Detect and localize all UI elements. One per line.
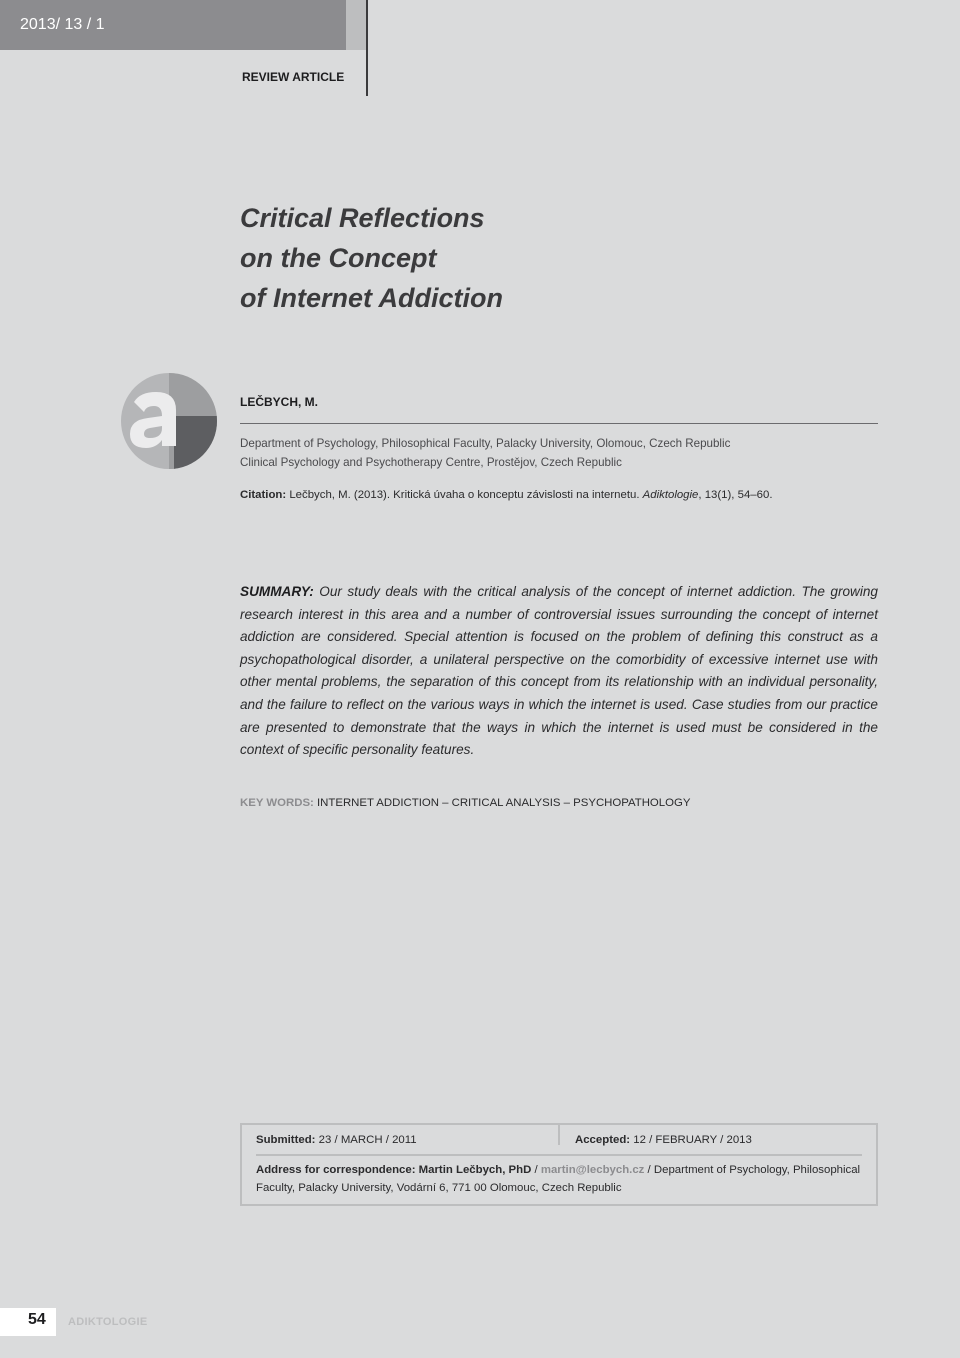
citation-journal: Adiktologie — [642, 489, 699, 501]
citation-volume: , 13(1), 54–60. — [698, 489, 773, 501]
citation-text: Lečbych, M. (2013). Kritická úvaha o konceptu závislosti na internetu. — [286, 489, 643, 501]
keywords-label: KEY WORDS: — [240, 797, 314, 809]
summary-text: Our study deals with the critical analysis of the concept of internet addiction. The growing research interest in this area and a number of controversial issues surrounding the concept of internet addiction are considered. Special attention is focused on the problem of defining this construct as a psychopathological disorder, a unilateral perspective on the comorbidity of excessive internet use with other mental problems, the separation of this concept from its relationship with an individual personality, and the failure to reflect on the various ways in which the internet is used. Case studies from our practice are presented to demonstrate that the ways in which the internet is used must be considered in the context of specific personality features. — [240, 584, 878, 758]
article-type: REVIEW ARTICLE — [242, 70, 345, 84]
submission-info-box — [240, 1123, 878, 1206]
submitted-label: Submitted: — [256, 1134, 316, 1146]
title-line: Critical Reflections — [240, 203, 485, 233]
address-name: Martin Lečbych, PhD — [415, 1164, 532, 1176]
address-email-link[interactable]: martin@lecbych.cz — [540, 1164, 645, 1176]
issue-bar — [0, 0, 346, 50]
address-separator: / — [531, 1164, 541, 1176]
keywords — [240, 797, 690, 809]
accepted-value: 12 / FEBRUARY / 2013 — [630, 1134, 752, 1146]
issue-label: 2013/ 13 / 1 — [20, 16, 105, 33]
journal-a-logo-icon — [120, 372, 218, 470]
address-details: / Department of Psychology, Philosophical Faculty, Palacky University, Vodární 6, 771 00 Olomouc, Czech Republic — [256, 1164, 861, 1194]
summary-label: SUMMARY: — [240, 584, 314, 599]
header-vertical-rule — [366, 0, 368, 96]
affiliation-line: Clinical Psychology and Psychotherapy Centre, Prostějov, Czech Republic — [240, 456, 622, 469]
dates-row — [256, 1131, 862, 1153]
dates-divider — [558, 1125, 560, 1145]
author-name: LEČBYCH, M. — [240, 395, 318, 409]
issue-bar-accent — [346, 0, 368, 50]
summary — [240, 581, 878, 762]
title-line: on the Concept — [240, 243, 437, 273]
keywords-text: INTERNET ADDICTION – CRITICAL ANALYSIS – PSYCHOPATHOLOGY — [313, 797, 691, 809]
page-number: 54 — [28, 1311, 46, 1328]
box-divider — [256, 1154, 862, 1156]
citation-label: Citation: — [240, 489, 287, 501]
address-label: Address for correspondence: — [256, 1164, 416, 1176]
correspondence-address — [256, 1161, 866, 1197]
submitted-date — [256, 1131, 417, 1149]
affiliation-line: Department of Psychology, Philosophical Faculty, Palacky University, Olomouc, Czech Republic — [240, 437, 731, 450]
accepted-label: Accepted: — [575, 1134, 631, 1146]
author-divider — [240, 423, 878, 424]
journal-name: ADIKTOLOGIE — [68, 1316, 148, 1328]
affiliations — [240, 434, 880, 472]
title-line: of Internet Addiction — [240, 283, 503, 313]
accepted-date — [575, 1131, 752, 1149]
citation — [240, 489, 880, 501]
submitted-value: 23 / MARCH / 2011 — [315, 1134, 417, 1146]
article-title — [240, 198, 840, 318]
